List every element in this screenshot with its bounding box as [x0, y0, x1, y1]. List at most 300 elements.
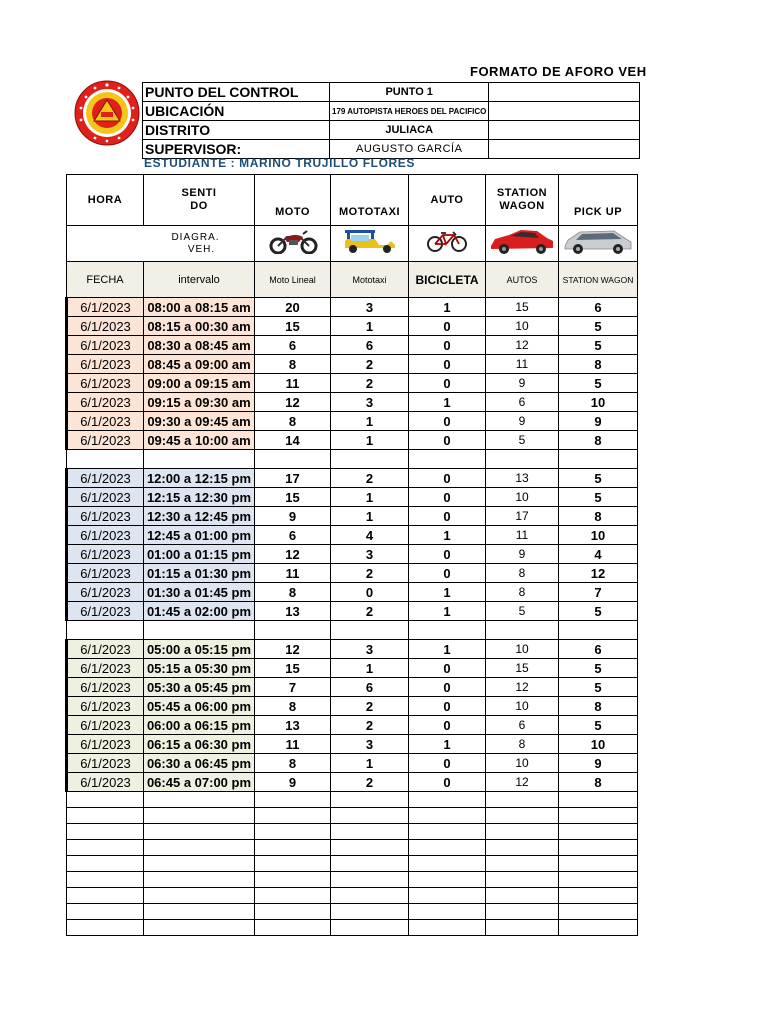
cell-station-wagon: 5 — [559, 678, 638, 697]
cell-moto-lineal: 13 — [255, 602, 331, 621]
empty-cell — [559, 824, 638, 840]
cell-autos: 15 — [486, 659, 559, 678]
cell-autos: 10 — [486, 640, 559, 659]
cell-moto-lineal: 15 — [255, 659, 331, 678]
empty-cell — [67, 856, 144, 872]
empty-cell — [559, 792, 638, 808]
station-wagon-icon — [559, 226, 638, 262]
cell-fecha: 6/1/2023 — [67, 317, 144, 336]
cell-mototaxi: 2 — [331, 602, 409, 621]
cell-fecha: 6/1/2023 — [67, 773, 144, 792]
cell-autos: 5 — [486, 431, 559, 450]
empty-cell — [409, 808, 486, 824]
info-label: PUNTO DEL CONTROL — [143, 83, 330, 102]
header-auto: AUTO — [409, 175, 486, 226]
cell-autos: 12 — [486, 336, 559, 355]
college-seal-icon — [74, 80, 140, 146]
cell-mototaxi: 4 — [331, 526, 409, 545]
table-row — [67, 583, 638, 602]
empty-row — [67, 872, 638, 888]
cell-intervalo: 06:30 a 06:45 pm — [144, 754, 255, 773]
empty-row — [67, 840, 638, 856]
empty-cell — [144, 856, 255, 872]
table-row — [67, 374, 638, 393]
cell-autos: 13 — [486, 469, 559, 488]
cell-intervalo: 01:30 a 01:45 pm — [144, 583, 255, 602]
cell-station-wagon: 8 — [559, 431, 638, 450]
cell-fecha: 6/1/2023 — [67, 393, 144, 412]
table-row — [67, 355, 638, 374]
cell-bicicleta: 0 — [409, 317, 486, 336]
empty-cell — [486, 888, 559, 904]
cell-mototaxi: 1 — [331, 431, 409, 450]
cell-intervalo: 08:30 a 08:45 am — [144, 336, 255, 355]
empty-cell — [144, 920, 255, 936]
empty-cell — [144, 792, 255, 808]
cell-bicicleta: 0 — [409, 355, 486, 374]
cell-autos: 15 — [486, 298, 559, 317]
header-station-wagon — [486, 175, 559, 226]
info-empty-cell — [489, 83, 640, 102]
cell-intervalo: 05:15 a 05:30 pm — [144, 659, 255, 678]
cell-mototaxi: 2 — [331, 355, 409, 374]
bicycle-icon — [409, 226, 486, 262]
cell-fecha: 6/1/2023 — [67, 507, 144, 526]
cell-mototaxi: 6 — [331, 336, 409, 355]
cell-moto-lineal: 9 — [255, 507, 331, 526]
cell-intervalo: 09:30 a 09:45 am — [144, 412, 255, 431]
cell-mototaxi: 3 — [331, 640, 409, 659]
cell-bicicleta: 0 — [409, 469, 486, 488]
empty-cell — [331, 824, 409, 840]
cell-bicicleta: 0 — [409, 374, 486, 393]
cell-fecha: 6/1/2023 — [67, 469, 144, 488]
cell-autos: 12 — [486, 773, 559, 792]
cell-mototaxi: 1 — [331, 507, 409, 526]
cell-intervalo: 05:00 a 05:15 pm — [144, 640, 255, 659]
cell-bicicleta: 0 — [409, 678, 486, 697]
empty-cell — [331, 621, 409, 640]
cell-intervalo: 01:45 a 02:00 pm — [144, 602, 255, 621]
cell-fecha: 6/1/2023 — [67, 336, 144, 355]
empty-cell — [331, 450, 409, 469]
cell-mototaxi: 2 — [331, 773, 409, 792]
empty-cell — [331, 792, 409, 808]
empty-cell — [486, 904, 559, 920]
subheader-autos: AUTOS — [486, 262, 559, 298]
control-info-table — [142, 82, 640, 159]
cell-fecha: 6/1/2023 — [67, 678, 144, 697]
cell-moto-lineal: 12 — [255, 545, 331, 564]
empty-cell — [486, 621, 559, 640]
table-row — [67, 697, 638, 716]
cell-autos: 9 — [486, 412, 559, 431]
cell-mototaxi: 1 — [331, 317, 409, 336]
cell-fecha: 6/1/2023 — [67, 735, 144, 754]
subheader-bicicleta: BICICLETA — [409, 262, 486, 298]
cell-bicicleta: 0 — [409, 545, 486, 564]
cell-fecha: 6/1/2023 — [67, 298, 144, 317]
cell-autos: 11 — [486, 355, 559, 374]
cell-mototaxi: 3 — [331, 735, 409, 754]
cell-intervalo: 09:00 a 09:15 am — [144, 374, 255, 393]
cell-autos: 8 — [486, 735, 559, 754]
cell-moto-lineal: 15 — [255, 317, 331, 336]
empty-cell — [67, 888, 144, 904]
cell-autos: 9 — [486, 374, 559, 393]
cell-moto-lineal: 6 — [255, 526, 331, 545]
cell-autos: 10 — [486, 317, 559, 336]
info-value: PUNTO 1 — [330, 83, 489, 102]
table-row — [67, 754, 638, 773]
empty-cell — [144, 450, 255, 469]
table-row — [67, 564, 638, 583]
cell-fecha: 6/1/2023 — [67, 754, 144, 773]
cell-fecha: 6/1/2023 — [67, 602, 144, 621]
cell-moto-lineal: 6 — [255, 336, 331, 355]
cell-fecha: 6/1/2023 — [67, 659, 144, 678]
cell-mototaxi: 6 — [331, 678, 409, 697]
cell-bicicleta: 1 — [409, 526, 486, 545]
cell-fecha: 6/1/2023 — [67, 374, 144, 393]
header-sentido — [144, 175, 255, 226]
empty-cell — [144, 824, 255, 840]
empty-cell — [486, 450, 559, 469]
info-row-ubicacion — [143, 102, 640, 121]
cell-station-wagon: 9 — [559, 754, 638, 773]
table-row — [67, 469, 638, 488]
empty-cell — [409, 920, 486, 936]
empty-cell — [144, 904, 255, 920]
empty-cell — [67, 808, 144, 824]
empty-cell — [255, 824, 331, 840]
empty-cell — [331, 872, 409, 888]
cell-bicicleta: 0 — [409, 488, 486, 507]
cell-autos: 12 — [486, 678, 559, 697]
cell-station-wagon: 5 — [559, 488, 638, 507]
cell-bicicleta: 0 — [409, 697, 486, 716]
empty-cell — [67, 840, 144, 856]
empty-cell — [559, 840, 638, 856]
cell-bicicleta: 1 — [409, 393, 486, 412]
table-row — [67, 298, 638, 317]
empty-row — [67, 888, 638, 904]
header-mototaxi: MOTOTAXI — [331, 175, 409, 226]
cell-mototaxi: 2 — [331, 374, 409, 393]
cell-fecha: 6/1/2023 — [67, 697, 144, 716]
cell-fecha: 6/1/2023 — [67, 431, 144, 450]
cell-intervalo: 08:45 a 09:00 am — [144, 355, 255, 374]
cell-station-wagon: 10 — [559, 393, 638, 412]
empty-cell — [409, 856, 486, 872]
cell-moto-lineal: 11 — [255, 564, 331, 583]
empty-cell — [486, 792, 559, 808]
empty-cell — [409, 904, 486, 920]
empty-cell — [331, 904, 409, 920]
header-moto: MOTO — [255, 175, 331, 226]
cell-mototaxi: 1 — [331, 412, 409, 431]
cell-station-wagon: 5 — [559, 659, 638, 678]
cell-moto-lineal: 8 — [255, 355, 331, 374]
cell-station-wagon: 5 — [559, 716, 638, 735]
info-value: AUGUSTO GARCÍA — [330, 140, 489, 159]
empty-cell — [559, 872, 638, 888]
cell-fecha: 6/1/2023 — [67, 526, 144, 545]
mototaxi-icon — [331, 226, 409, 262]
empty-cell — [331, 920, 409, 936]
cell-moto-lineal: 8 — [255, 697, 331, 716]
cell-bicicleta: 0 — [409, 773, 486, 792]
empty-cell — [67, 920, 144, 936]
subheader-mototaxi: Mototaxi — [331, 262, 409, 298]
subheader-intervalo: intervalo — [144, 262, 255, 298]
separator-row — [67, 450, 638, 469]
empty-cell — [409, 824, 486, 840]
table-row — [67, 317, 638, 336]
empty-cell — [559, 888, 638, 904]
table-row — [67, 659, 638, 678]
table-row — [67, 735, 638, 754]
empty-cell — [486, 856, 559, 872]
cell-autos: 8 — [486, 583, 559, 602]
table-row — [67, 640, 638, 659]
cell-intervalo: 09:45 a 10:00 am — [144, 431, 255, 450]
empty-cell — [486, 872, 559, 888]
cell-station-wagon: 5 — [559, 317, 638, 336]
cell-mototaxi: 2 — [331, 716, 409, 735]
document-title: FORMATO DE AFORO VEH — [470, 64, 647, 79]
cell-station-wagon: 6 — [559, 640, 638, 659]
cell-autos: 6 — [486, 393, 559, 412]
cell-intervalo: 12:30 a 12:45 pm — [144, 507, 255, 526]
cell-moto-lineal: 7 — [255, 678, 331, 697]
motorcycle-icon — [255, 226, 331, 262]
cell-bicicleta: 0 — [409, 507, 486, 526]
empty-cell — [67, 872, 144, 888]
cell-bicicleta: 1 — [409, 602, 486, 621]
empty-cell — [67, 621, 144, 640]
cell-intervalo: 09:15 a 09:30 am — [144, 393, 255, 412]
empty-cell — [331, 856, 409, 872]
info-label: UBICACIÓN — [143, 102, 330, 121]
cell-moto-lineal: 8 — [255, 583, 331, 602]
cell-fecha: 6/1/2023 — [67, 412, 144, 431]
cell-station-wagon: 5 — [559, 374, 638, 393]
header-sentido-line-1: SENTI — [181, 187, 217, 199]
empty-row — [67, 904, 638, 920]
info-value: JULIACA — [330, 121, 489, 140]
cell-station-wagon: 8 — [559, 697, 638, 716]
cell-mototaxi: 2 — [331, 564, 409, 583]
info-label: SUPERVISOR: — [143, 140, 330, 159]
header-row — [67, 175, 638, 226]
table-row — [67, 431, 638, 450]
cell-moto-lineal: 15 — [255, 488, 331, 507]
cell-intervalo: 12:45 a 01:00 pm — [144, 526, 255, 545]
cell-station-wagon: 8 — [559, 773, 638, 792]
cell-station-wagon: 9 — [559, 412, 638, 431]
cell-bicicleta: 1 — [409, 640, 486, 659]
empty-cell — [144, 888, 255, 904]
table-row — [67, 412, 638, 431]
empty-row — [67, 808, 638, 824]
empty-cell — [559, 450, 638, 469]
cell-bicicleta: 0 — [409, 659, 486, 678]
cell-intervalo: 05:30 a 05:45 pm — [144, 678, 255, 697]
empty-cell — [409, 792, 486, 808]
table-row — [67, 336, 638, 355]
cell-mototaxi: 3 — [331, 298, 409, 317]
cell-moto-lineal: 11 — [255, 374, 331, 393]
separator-row — [67, 621, 638, 640]
cell-mototaxi: 3 — [331, 393, 409, 412]
cell-station-wagon: 7 — [559, 583, 638, 602]
header-pick-up: PICK UP — [559, 175, 638, 226]
empty-cell — [409, 840, 486, 856]
cell-station-wagon: 10 — [559, 735, 638, 754]
empty-cell — [67, 450, 144, 469]
red-car-icon — [486, 226, 559, 262]
empty-cell — [144, 808, 255, 824]
info-row-distrito — [143, 121, 640, 140]
cell-mototaxi: 3 — [331, 545, 409, 564]
cell-autos: 10 — [486, 697, 559, 716]
empty-cell — [559, 808, 638, 824]
info-label: DISTRITO — [143, 121, 330, 140]
cell-moto-lineal: 8 — [255, 412, 331, 431]
cell-station-wagon: 10 — [559, 526, 638, 545]
diagram-label-line-1: DIAGRA. — [171, 231, 220, 243]
cell-bicicleta: 0 — [409, 564, 486, 583]
empty-cell — [255, 856, 331, 872]
empty-cell — [409, 872, 486, 888]
vehicle-diagram-row — [67, 226, 638, 262]
header-sentido-line-2: DO — [190, 200, 208, 212]
empty-cell — [486, 808, 559, 824]
cell-station-wagon: 8 — [559, 355, 638, 374]
empty-cell — [67, 824, 144, 840]
cell-fecha: 6/1/2023 — [67, 564, 144, 583]
cell-bicicleta: 0 — [409, 716, 486, 735]
cell-autos: 17 — [486, 507, 559, 526]
cell-autos: 10 — [486, 488, 559, 507]
empty-cell — [331, 808, 409, 824]
cell-moto-lineal: 13 — [255, 716, 331, 735]
empty-cell — [409, 888, 486, 904]
empty-cell — [144, 872, 255, 888]
diagram-label-line-2: VEH. — [187, 243, 216, 255]
table-row — [67, 488, 638, 507]
cell-bicicleta: 0 — [409, 754, 486, 773]
cell-moto-lineal: 8 — [255, 754, 331, 773]
cell-mototaxi: 1 — [331, 659, 409, 678]
cell-bicicleta: 0 — [409, 336, 486, 355]
empty-row — [67, 856, 638, 872]
subheader-row — [67, 262, 638, 298]
empty-cell — [486, 824, 559, 840]
empty-cell — [331, 888, 409, 904]
cell-bicicleta: 1 — [409, 298, 486, 317]
header-hora: HORA — [67, 175, 144, 226]
cell-intervalo: 12:15 a 12:30 pm — [144, 488, 255, 507]
cell-bicicleta: 1 — [409, 735, 486, 754]
cell-fecha: 6/1/2023 — [67, 488, 144, 507]
empty-cell — [255, 792, 331, 808]
table-row — [67, 545, 638, 564]
empty-cell — [255, 808, 331, 824]
cell-intervalo: 12:00 a 12:15 pm — [144, 469, 255, 488]
info-empty-cell — [489, 102, 640, 121]
info-row-punto — [143, 83, 640, 102]
cell-intervalo: 01:15 a 01:30 pm — [144, 564, 255, 583]
cell-mototaxi: 1 — [331, 754, 409, 773]
subheader-station-wagon: STATION WAGON — [559, 262, 638, 298]
cell-moto-lineal: 12 — [255, 393, 331, 412]
empty-cell — [67, 904, 144, 920]
cell-mototaxi: 2 — [331, 697, 409, 716]
traffic-count-table — [65, 174, 638, 936]
cell-intervalo: 06:00 a 06:15 pm — [144, 716, 255, 735]
cell-station-wagon: 6 — [559, 298, 638, 317]
empty-cell — [559, 856, 638, 872]
cell-fecha: 6/1/2023 — [67, 583, 144, 602]
empty-cell — [255, 920, 331, 936]
empty-cell — [559, 621, 638, 640]
table-row — [67, 526, 638, 545]
cell-fecha: 6/1/2023 — [67, 355, 144, 374]
cell-autos: 11 — [486, 526, 559, 545]
cell-intervalo: 01:00 a 01:15 pm — [144, 545, 255, 564]
cell-station-wagon: 12 — [559, 564, 638, 583]
cell-intervalo: 06:45 a 07:00 pm — [144, 773, 255, 792]
cell-mototaxi: 0 — [331, 583, 409, 602]
diagram-label — [67, 226, 255, 262]
empty-cell — [255, 450, 331, 469]
cell-intervalo: 08:00 a 08:15 am — [144, 298, 255, 317]
cell-fecha: 6/1/2023 — [67, 716, 144, 735]
empty-cell — [255, 840, 331, 856]
cell-moto-lineal: 17 — [255, 469, 331, 488]
empty-row — [67, 824, 638, 840]
empty-cell — [255, 621, 331, 640]
cell-station-wagon: 4 — [559, 545, 638, 564]
cell-autos: 8 — [486, 564, 559, 583]
cell-moto-lineal: 12 — [255, 640, 331, 659]
cell-station-wagon: 5 — [559, 469, 638, 488]
subheader-moto-lineal: Moto Lineal — [255, 262, 331, 298]
cell-autos: 9 — [486, 545, 559, 564]
table-row — [67, 602, 638, 621]
cell-station-wagon: 5 — [559, 336, 638, 355]
empty-cell — [486, 920, 559, 936]
subheader-fecha: FECHA — [67, 262, 144, 298]
empty-cell — [409, 621, 486, 640]
cell-station-wagon: 8 — [559, 507, 638, 526]
cell-bicicleta: 0 — [409, 412, 486, 431]
cell-mototaxi: 1 — [331, 488, 409, 507]
cell-mototaxi: 2 — [331, 469, 409, 488]
cell-station-wagon: 5 — [559, 602, 638, 621]
cell-fecha: 6/1/2023 — [67, 640, 144, 659]
table-row — [67, 678, 638, 697]
cell-autos: 6 — [486, 716, 559, 735]
cell-autos: 10 — [486, 754, 559, 773]
header-station-wagon-line-2: WAGON — [499, 200, 545, 212]
empty-cell — [559, 920, 638, 936]
cell-bicicleta: 0 — [409, 431, 486, 450]
empty-cell — [255, 888, 331, 904]
empty-cell — [409, 450, 486, 469]
